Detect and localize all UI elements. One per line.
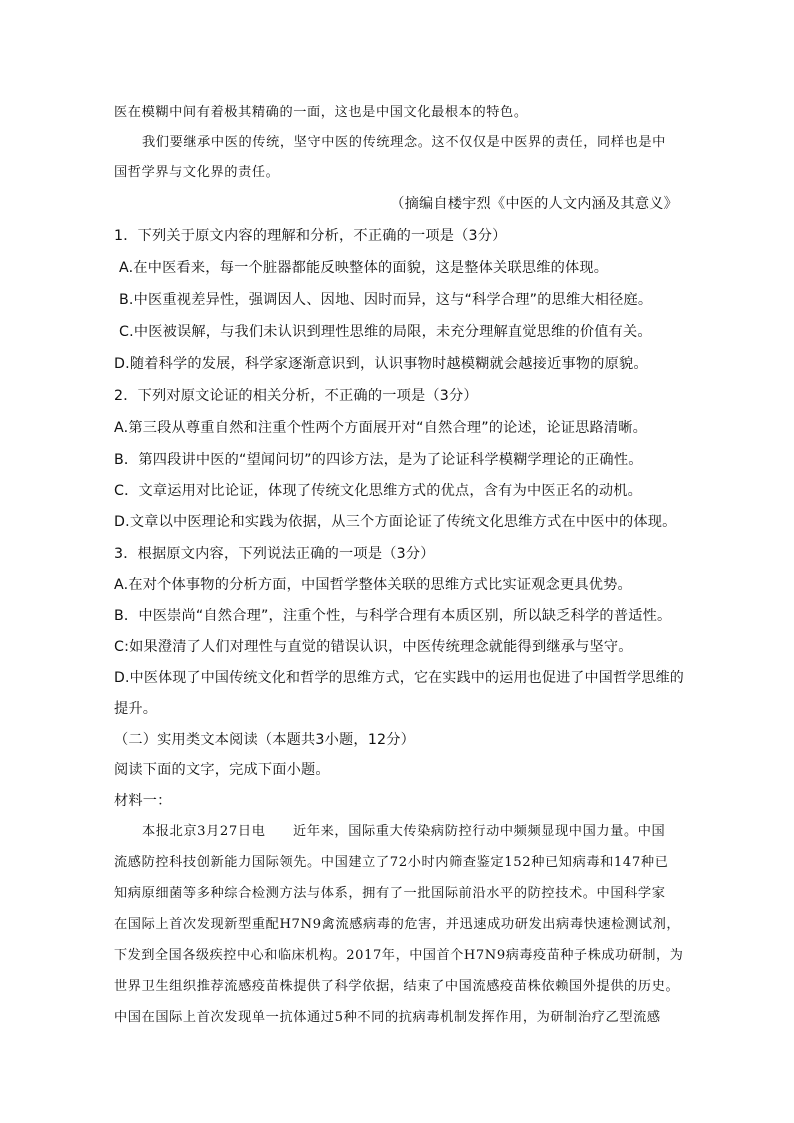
- material-line: 流感防控科技创新能力国际领先。中国建立了72小时内筛查鉴定152种已知病毒和147种已: [114, 855, 669, 870]
- material-line: 中国在国际上首次发现单一抗体通过5种不同的抗病毒机制发挥作用，为研制治疗乙型流感: [114, 1010, 661, 1025]
- material-line: 知病原细菌等多种综合检测方法与体系，拥有了一批国际前沿水平的防控技术。中国科学家: [114, 886, 666, 901]
- section-instruction: 阅读下面的文字，完成下面小题。: [114, 762, 330, 778]
- section-heading: （二）实用类文本阅读（本题共3小题，12分）: [114, 732, 416, 748]
- question-option: B.中医重视差异性，强调因人、因地、因时而异，这与“科学合理”的思维大相径庭。: [119, 292, 653, 308]
- question-option: A.在对个体事物的分析方面，中国哲学整体关联的思维方式比实证观念更具优势。: [114, 577, 632, 593]
- question-option: C:如果澄清了人们对理性与直觉的错误认识，中医传统理念就能得到继承与坚守。: [114, 639, 633, 655]
- passage-line: 国哲学界与文化界的责任。: [114, 165, 280, 180]
- material-label: 材料一：: [114, 793, 172, 809]
- material-line: 世界卫生组织推荐流感疫苗株提供了科学依据，结束了中国流感疫苗株依赖国外提供的历史。: [114, 979, 680, 994]
- question-option: A.在中医看来，每一个脏器都能反映整体的面貌，这是整体关联思维的体现。: [119, 260, 609, 276]
- material-line: 本报北京3月27日电 近年来，国际重大传染病防控行动中频频显现中国力量。中国: [142, 824, 666, 839]
- question-option: B．第四段讲中医的“望闻问切”的四诊方法，是为了论证科学模糊学理论的正确性。: [114, 452, 643, 468]
- question-option: D.随着科学的发展，科学家逐渐意识到，认识事物时越模糊就会越接近事物的原貌。: [114, 356, 648, 372]
- question-option: C.中医被误解，与我们未认识到理性思维的局限，未充分理解直觉思维的价值有关。: [119, 324, 652, 340]
- material-line: 在国际上首次发现新型重配H7N9禽流感病毒的危害，并迅速成功研发出病毒快速检测试剂，: [114, 917, 681, 932]
- material-line: 下发到全国各级疾控中心和临床机构。2017年，中国首个H7N9病毒疫苗种子株成功研制，为: [114, 948, 684, 963]
- question-option: D.中医体现了中国传统文化和哲学的思维方式，它在实践中的运用也促进了中国哲学思维的: [114, 670, 685, 686]
- question-stem: 1．下列关于原文内容的理解和分析，不正确的一项是（3分）: [114, 228, 507, 244]
- passage-line: 医在模糊中间有着极其精确的一面，这也是中国文化最根本的特色。: [114, 105, 528, 120]
- question-option-continuation: 提升。: [114, 701, 158, 717]
- passage-source: （摘编自楼宇烈《中医的人文内涵及其意义》: [390, 196, 678, 212]
- question-option: B．中医崇尚“自然合理”，注重个性，与科学合理有本质区别，所以缺乏科学的普适性。: [114, 608, 672, 624]
- question-option: A.第三段从尊重自然和注重个性两个方面展开对“自然合理”的论述，论证思路清晰。: [114, 420, 648, 436]
- question-stem: 2．下列对原文论证的相关分析，不正确的一项是（3分）: [114, 388, 478, 404]
- passage-line: 我们要继承中医的传统，坚守中医的传统理念。这不仅仅是中医界的责任，同样也是中: [142, 135, 666, 150]
- question-option: D.文章以中医理论和实践为依据，从三个方面论证了传统文化思维方式在中医中的体现。: [114, 514, 677, 530]
- question-option: C．文章运用对比论证，体现了传统文化思维方式的优点，含有为中医正名的动机。: [114, 483, 643, 499]
- question-stem: 3．根据原文内容，下列说法正确的一项是（3分）: [114, 546, 435, 562]
